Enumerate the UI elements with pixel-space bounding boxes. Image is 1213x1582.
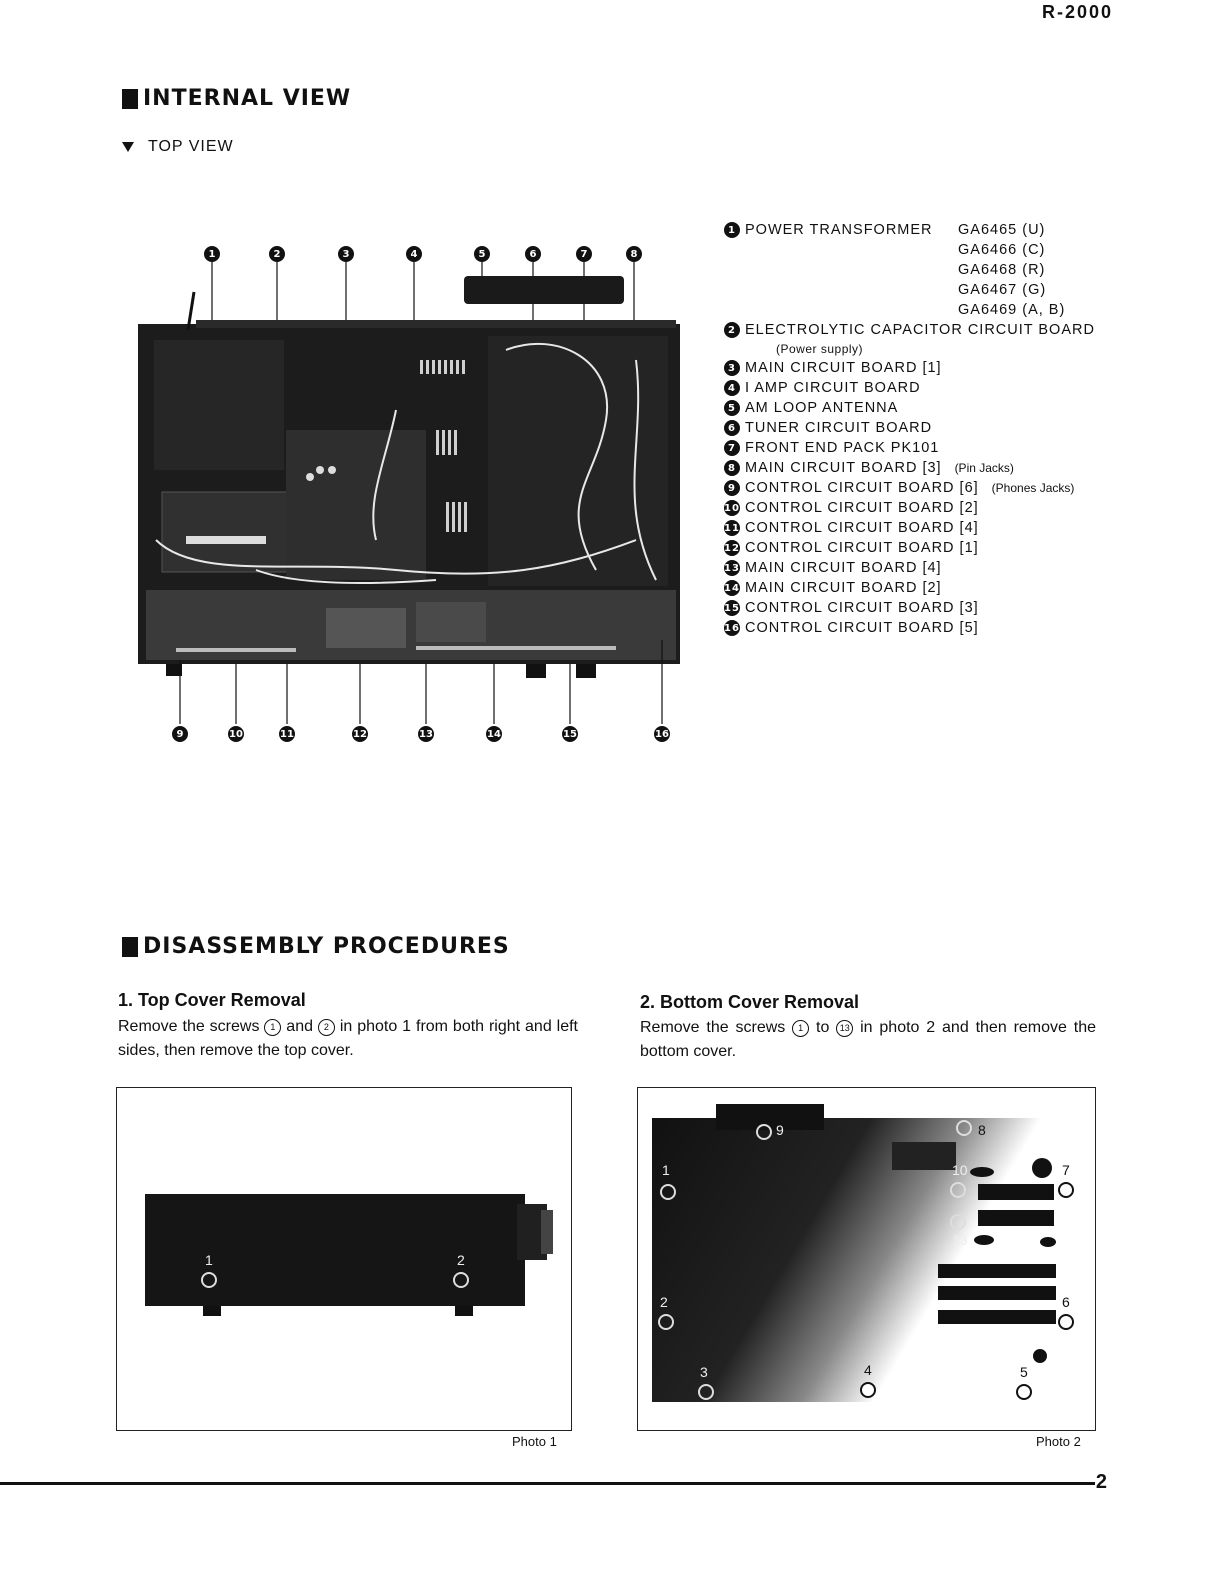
- legend-label: CONTROL CIRCUIT BOARD [3]: [745, 600, 979, 616]
- legend-num: 3: [724, 360, 740, 376]
- screw-8-icon: [956, 1120, 972, 1136]
- transformer-codes: [724, 220, 1124, 318]
- legend-num: 9: [724, 480, 740, 496]
- disassembly-heading: [122, 934, 510, 959]
- legend-label: POWER TRANSFORMER: [745, 222, 933, 238]
- screw-1-label: 1: [205, 1252, 213, 1268]
- legend-label: MAIN CIRCUIT BOARD [3]: [745, 460, 942, 476]
- model-code: R-2000: [1041, 2, 1113, 22]
- callout-4: 4: [406, 246, 422, 262]
- legend-num: 13: [724, 560, 740, 576]
- legend-num: 6: [724, 420, 740, 436]
- internal-view-title: INTERNAL VIEW: [143, 86, 352, 111]
- parts-legend: [724, 220, 1124, 638]
- screw-ref: 13: [836, 1020, 853, 1037]
- screw-13-icon: [950, 1214, 966, 1230]
- step1-title: 1. Top Cover Removal: [118, 990, 306, 1010]
- legend-label: MAIN CIRCUIT BOARD [2]: [745, 580, 942, 596]
- callout-7: 7: [576, 246, 592, 262]
- legend-label: FRONT END PACK PK101: [745, 440, 940, 456]
- callout-16: 16: [654, 726, 670, 742]
- screw-3-icon: [698, 1384, 714, 1400]
- legend-num: 14: [724, 580, 740, 596]
- legend-note: (Pin Jacks): [954, 461, 1014, 475]
- screw-ref: 1: [264, 1019, 281, 1036]
- legend-label: AM LOOP ANTENNA: [745, 400, 899, 416]
- legend-label: CONTROL CIRCUIT BOARD [1]: [745, 540, 979, 556]
- legend-label: MAIN CIRCUIT BOARD [4]: [745, 560, 942, 576]
- screw-5-icon: [1016, 1384, 1032, 1400]
- triangle-bullet-icon: [122, 142, 134, 152]
- step2-title: 2. Bottom Cover Removal: [640, 992, 860, 1012]
- photo-2-frame: [637, 1087, 1096, 1431]
- legend-num: 2: [724, 322, 740, 338]
- legend-item-4: [724, 378, 1124, 398]
- top-view-label: TOP VIEW: [148, 138, 234, 155]
- step1-text: [118, 1015, 578, 1063]
- legend-num: 16: [724, 620, 740, 636]
- internal-top-view-figure: [136, 240, 696, 750]
- screw-2-icon: [658, 1314, 674, 1330]
- code: GA6466 (C): [958, 242, 1046, 258]
- screw-ref: 2: [318, 1019, 335, 1036]
- legend-num: 10: [724, 500, 740, 516]
- code: GA6469 (A, B): [958, 302, 1066, 318]
- callout-14: 14: [486, 726, 502, 742]
- footer-rule: [0, 1482, 1095, 1485]
- screw-3-label: 3: [700, 1364, 708, 1380]
- heading-marker: [122, 937, 138, 957]
- screw-6-icon: [1058, 1314, 1074, 1330]
- callout-13: 13: [418, 726, 434, 742]
- screw-2-label: 2: [660, 1294, 668, 1310]
- screw-10-label: 10: [952, 1162, 968, 1178]
- callout-2: 2: [269, 246, 285, 262]
- legend-note: (Phones Jacks): [991, 481, 1075, 495]
- legend-sub: (Power supply): [776, 342, 864, 356]
- legend-item-14: [724, 578, 1124, 598]
- screw-9-icon: [756, 1124, 772, 1140]
- legend-item-9: [724, 478, 1124, 498]
- legend-num: 7: [724, 440, 740, 456]
- photo-1-frame: [116, 1087, 572, 1431]
- legend-label: ELECTROLYTIC CAPACITOR CIRCUIT BOARD: [745, 322, 1095, 338]
- step1-text-a: Remove the screws: [118, 1018, 260, 1035]
- screw-6-label: 6: [1062, 1294, 1070, 1310]
- screw-9-label: 9: [776, 1122, 784, 1138]
- legend-num: 8: [724, 460, 740, 476]
- legend-label: MAIN CIRCUIT BOARD [1]: [745, 360, 942, 376]
- legend-item-15: [724, 598, 1124, 618]
- legend-item-6: [724, 418, 1124, 438]
- screw-4-label: 4: [864, 1362, 872, 1378]
- screw-7-icon: [1058, 1182, 1074, 1198]
- screw-13-label: 13: [952, 1232, 968, 1248]
- page-number: 2: [1095, 1471, 1107, 1493]
- screw-ref: 1: [792, 1020, 809, 1037]
- legend-num: 1: [724, 222, 740, 238]
- callout-5: 5: [474, 246, 490, 262]
- legend-label: TUNER CIRCUIT BOARD: [745, 420, 933, 436]
- callout-12: 12: [352, 726, 368, 742]
- code: GA6465 (U): [958, 222, 1046, 238]
- top-view-subheading: [122, 138, 234, 156]
- legend-item-10: [724, 498, 1124, 518]
- heading-marker: [122, 89, 138, 109]
- callout-3: 3: [338, 246, 354, 262]
- screw-2-label: 2: [457, 1252, 465, 1268]
- screw-7-label: 7: [1062, 1162, 1070, 1178]
- disassembly-title: DISASSEMBLY PROCEDURES: [143, 934, 510, 959]
- legend-label: CONTROL CIRCUIT BOARD [5]: [745, 620, 979, 636]
- legend-label: CONTROL CIRCUIT BOARD [6]: [745, 480, 979, 496]
- step1-text-and: and: [286, 1018, 313, 1035]
- legend-item-13: [724, 558, 1124, 578]
- callout-1: 1: [204, 246, 220, 262]
- screw-1-icon: [201, 1272, 217, 1288]
- legend-num: 12: [724, 540, 740, 556]
- legend-num: 11: [724, 520, 740, 536]
- step2-text-a: Remove the screws: [640, 1019, 786, 1036]
- legend-item-8: [724, 458, 1124, 478]
- legend-num: 15: [724, 600, 740, 616]
- step2-text: [640, 1016, 1096, 1064]
- legend-item-3: [724, 358, 1124, 378]
- callout-8: 8: [626, 246, 642, 262]
- legend-item-5: [724, 398, 1124, 418]
- screw-10-icon: [950, 1182, 966, 1198]
- code: GA6468 (R): [958, 262, 1046, 278]
- callout-6: 6: [525, 246, 541, 262]
- step2-text-to: to: [816, 1019, 830, 1036]
- legend-label: CONTROL CIRCUIT BOARD [4]: [745, 520, 979, 536]
- legend-item-11: [724, 518, 1124, 538]
- legend-item-7: [724, 438, 1124, 458]
- step2-text-b: in photo 2 and then remove the bottom cover.: [640, 1019, 1097, 1060]
- legend-num: 4: [724, 380, 740, 396]
- chassis-photo: [136, 240, 696, 750]
- photo-1-caption: Photo 1: [512, 1434, 557, 1449]
- photo-1-image: [117, 1088, 571, 1430]
- code: GA6467 (G): [958, 282, 1047, 298]
- callout-10: 10: [228, 726, 244, 742]
- screw-8-label: 8: [978, 1122, 986, 1138]
- screw-5-label: 5: [1020, 1364, 1028, 1380]
- legend-item-2: [724, 320, 1124, 340]
- callout-9: 9: [172, 726, 188, 742]
- legend-label: I AMP CIRCUIT BOARD: [745, 380, 921, 396]
- callout-11: 11: [279, 726, 295, 742]
- legend-item-12: [724, 538, 1124, 558]
- internal-view-heading: [122, 86, 351, 111]
- photo-2-caption: Photo 2: [1036, 1434, 1081, 1449]
- screw-4-icon: [860, 1382, 876, 1398]
- screw-2-icon: [453, 1272, 469, 1288]
- screw-1-icon: [660, 1184, 676, 1200]
- legend-num: 5: [724, 400, 740, 416]
- step1-text-b: in photo 1 from both right and left sides, then remove the top cover.: [118, 1018, 578, 1059]
- screw-1-label: 1: [662, 1162, 670, 1178]
- callout-15: 15: [562, 726, 578, 742]
- legend-label: CONTROL CIRCUIT BOARD [2]: [745, 500, 979, 516]
- legend-item-16: [724, 618, 1124, 638]
